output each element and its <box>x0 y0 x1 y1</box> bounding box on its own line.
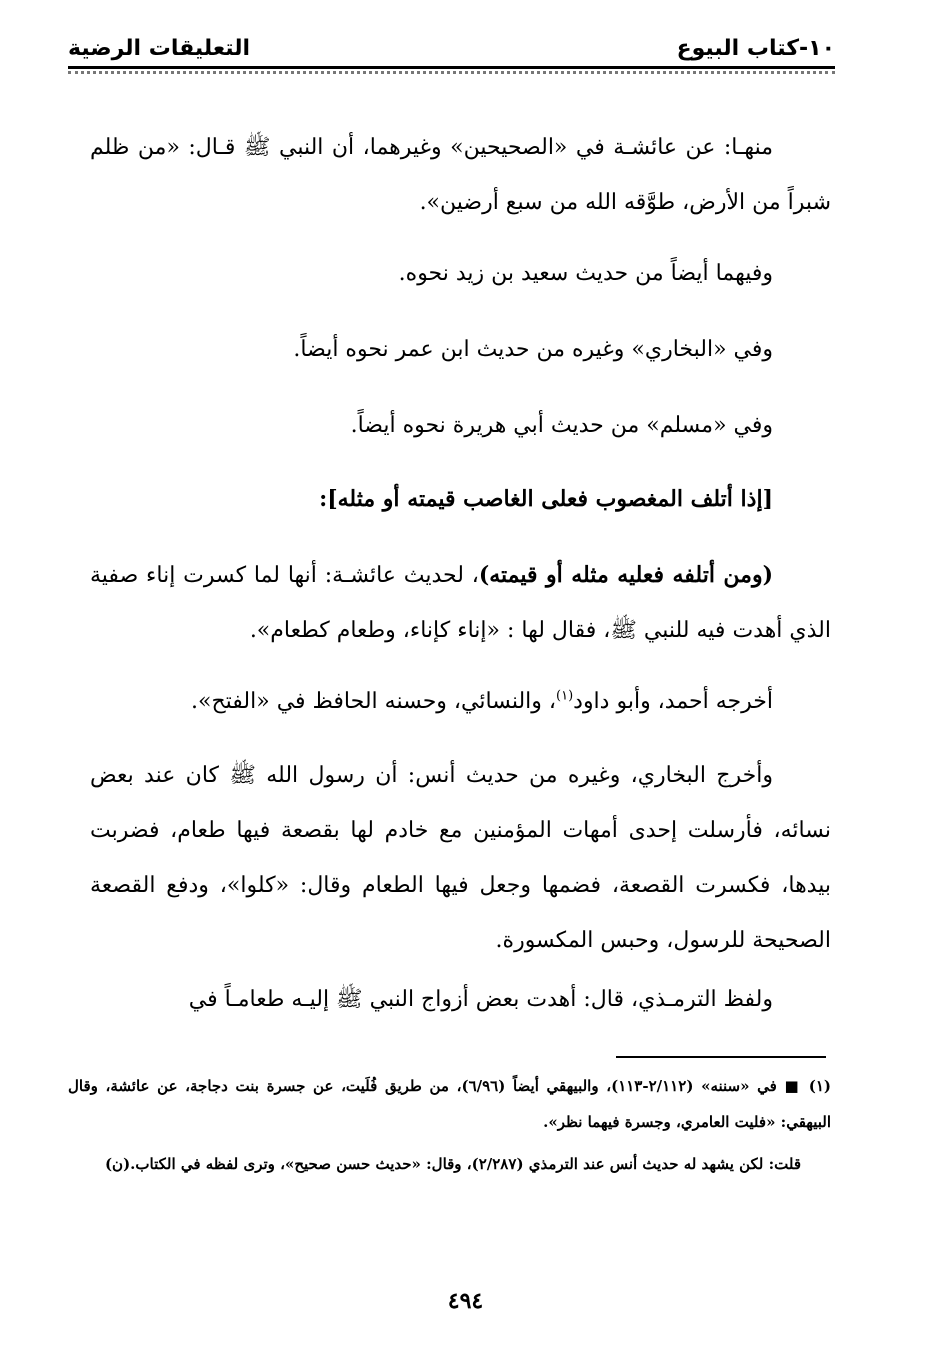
bold-lead: (ومن أتلفه فعليه مثله أو قيمته) <box>478 562 773 588</box>
footnote-ref[interactable]: (١) <box>556 688 574 704</box>
footnote-rule <box>616 1056 826 1058</box>
paragraph-8: وأخرج البخاري، وغيره من حديث أنس: أن رسول الله ﷺ كان عند بعض نسائه، فأرسلت إحدى أمهات المؤمنين مع خادم لها بقصعة فيها طعام، فضربت بيدها، فكسرت القصعة، فضمها وجعل فيها الطعام وقال: «كلوا»، ودفع القصعة الصحيحة للرسول، وحبس المكسورة. <box>90 763 831 953</box>
header-dotted-rule <box>68 71 835 74</box>
running-header <box>68 32 835 66</box>
book-title: التعليقات الرضية <box>68 36 251 61</box>
section-heading: [إذا أتلف المغصوب فعلى الغاصب قيمته أو مثله]: <box>319 486 773 512</box>
paragraph-3: وفي «البخاري» وغيره من حديث ابن عمر نحوه أيضاً. <box>293 337 773 362</box>
paragraph-9: ولفظ الترمـذي، قال: أهدت بعض أزواج النبي ﷺ إليـه طعامـاً في <box>188 987 773 1012</box>
paragraph-4: وفي «مسلم» من حديث أبي هريرة نحوه أيضاً. <box>350 413 773 438</box>
page-number: ٤٩٤ <box>447 1288 484 1314</box>
chapter-title: ١٠-كتاب البيوع <box>676 36 835 61</box>
paragraph-6-text: ، لحديث عائشـة: أنها لما كسرت إناء صفية الذي أهدت فيه للنبي ﷺ، فقال لها : «إناء كإناء، وطعام كطعام». <box>90 563 831 643</box>
paragraph-1: منهـا: عن عائشـة في «الصحيحين» وغيرهما، أن النبي ﷺ قـال: «من ظلم شبراً من الأرض، طوَّقه الله من سبع أرضين». <box>90 135 831 215</box>
footnote-1: (١) ■ في «سننه» (٢/١١٢-١١٣)، والبيهقي أيضاً (٦/٩٦)، من طريق فُلَيت، عن جسرة بنت دجاجة، عن عائشة، وقال البيهقي: «فليت العامري، وجسرة فيهما نظر». <box>68 1077 831 1131</box>
paragraph-7-end: ، والنسائي، وحسنه الحافظ في «الفتح». <box>191 689 556 714</box>
footnote-2: قلت: لكن يشهد له حديث أنس عند الترمذي (٢/٢٨٧)، وقال: «حديث حسن صحيح»، وترى لفظه في الكتاب.(ن) <box>104 1155 801 1173</box>
header-rule <box>68 66 835 69</box>
paragraph-7-start: أخرجه أحمد، وأبو داود <box>573 689 773 714</box>
paragraph-2: وفيهما أيضاً من حديث سعيد بن زيد نحوه. <box>398 261 773 286</box>
paragraph-6 <box>90 548 831 658</box>
paragraph-7 <box>90 674 831 729</box>
